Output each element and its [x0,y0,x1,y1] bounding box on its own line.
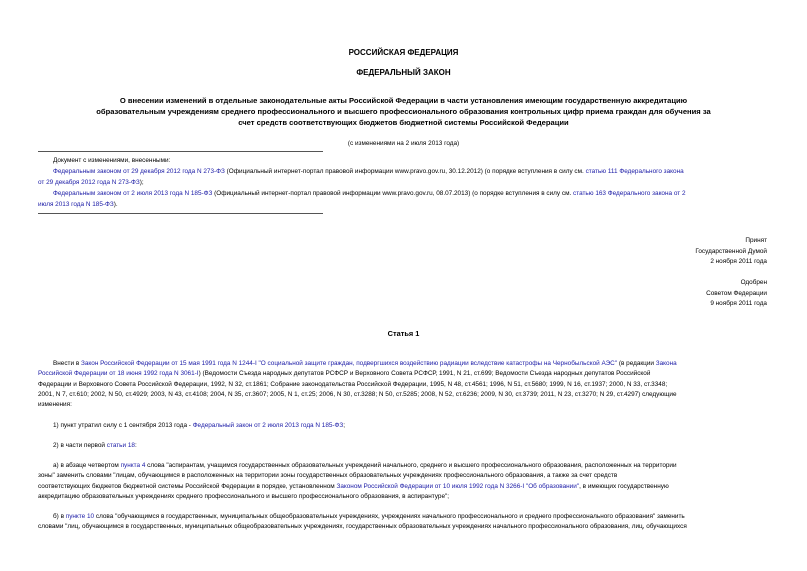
doc-type-heading: ФЕДЕРАЛЬНЫЙ ЗАКОН [356,68,451,77]
change-entry-1-cont [38,177,144,188]
accepted-date: 2 ноября 2011 года [710,258,767,265]
education-law-link[interactable]: Законом Российской Федерации от 10 июля 1992 года N 3266-I "Об образовании" [336,482,580,490]
chernobyl-law-link[interactable]: Закон Российской Федерации от 15 мая 1991 года N 1244-I "О социальной защите граждан, подвергшихся воздействию радиации вследствие катастрофы на Чернобыльской АЭС" [80,360,618,367]
accepted-label: Принят [745,237,767,244]
article-18-link[interactable]: статьи 18 [106,442,135,449]
article-item-1: 1) пункт утратил силу с 1 сентября 2013 года - Федеральный закон от 2 июля 2013 года N 185-ФЗ; [53,422,346,429]
change-entry-2-cont [38,199,118,210]
article-title: Статья 1 [387,329,420,338]
approval-block [706,278,767,310]
article-item-2b: б) в пункте 10 слова "обучающимся в государственных, муниципальных общеобразовательных учреждениях, учреждениях начального профессионального и среднего профессионального образования" заменить словами "лиц, обучающимся в государственных, муниципальных общеобразовательных учреждениях, государственных образовательных учреждениях начального профессионального образования, лиц, обучающихся [38,513,687,531]
change-2-text: (Официальный интернет-портал правовой информации www.pravo.gov.ru, 08.07.2013) (о порядке вступления в силу см. [212,190,574,197]
change-2-end: ). [113,201,118,208]
approved-date: 9 ноября 2011 года [710,300,767,307]
change-1-article-link-cont[interactable]: от 29 декабря 2012 года N 273-ФЗ [38,179,140,186]
divider-bottom [38,213,323,214]
change-2-law-link[interactable]: Федеральным законом от 2 июля 2013 года N 185-ФЗ [53,190,213,197]
law-1992-link-cont[interactable]: Российской Федерации от 18 июня 1992 года N 3061-I [38,370,199,378]
doc-title-line-1: О внесении изменений в отдельные законодательные акты Российской Федерации в части установления имеющим государственную аккредитацию [119,96,688,105]
approved-label: Одобрен [740,279,767,286]
doc-title-line-3: счет средств соответствующих бюджетов бюджетной системы Российской Федерации [238,118,569,127]
accepted-by: Государственной Думой [695,247,767,255]
change-entry-2 [53,188,768,199]
change-1-law-link[interactable]: Федеральным законом от 29 декабря 2012 года N 273-ФЗ [53,168,225,175]
edition-note: (с изменениями на 2 июля 2013 года) [347,140,460,147]
law-1992-link[interactable]: Закона [655,360,677,367]
change-1-article-link[interactable]: статью 111 Федерального закона [585,168,684,175]
article-item-2a: а) в абзаце четвертом пункта 4 слова "аспирантам, учащимся государственных образовательных учреждений начального, среднего и высшего профессионального образования, расположенных на территории зоны" заменить словами "лицам, обучающимся в расположенных на территории зоны государственных образовательных учреждениях профессионального образования, а также за счет средств соответствующих бюджетов бюджетной системы Российской Федерации в порядке, установленном Законом Российской Федерации от 10 июля 1992 года N 3266-I "Об образовании", в имеющих государственную аккредитацию образовательных учреждениях среднего профессионального и высшего профессионального образования, в аспирантуре"; [38,462,677,500]
article-item-2: 2) в части первой статьи 18: [53,442,137,449]
approved-by: Советом Федерации [706,289,767,297]
law-185-link[interactable]: Федеральный закон от 2 июля 2013 года N 185-ФЗ [192,422,344,429]
changes-intro: Документ с изменениями, внесенными: [53,157,171,164]
change-1-end: ); [139,179,144,186]
doc-title-line-2: образовательным учреждениям среднего профессионального и высшего профессионального образования контрольных цифр приема граждан для обучения за [96,107,711,116]
divider-top [38,151,323,152]
point-4-link[interactable]: пункта 4 [120,462,146,469]
change-entry-1 [53,166,768,177]
adoption-block [695,236,767,268]
change-2-article-link[interactable]: статью 163 Федерального закона от 2 [573,190,686,197]
article-paragraph-1: Внести в Закон Российской Федерации от 15 мая 1991 года N 1244-I "О социальной защите граждан, подвергшихся воздействию радиации вследствие катастрофы на Чернобыльской АЭС" (в редакции Закона Российской Федерации от 18 июня 1992 года N 3061-I) (Ведомости Съезда народных депутатов РСФСР и Верховного Совета РСФСР, 1991, N 21, ст.699; Ведомости Съезда народных депутатов Российской Федерации и Верховного Совета Российской Федерации, 1992, N 32, ст.1861; Собрание законодательства Российской Федерации, 1995, N 48, ст.4561; 1996, N 51, ст.5680; 1999, N 16, ст.1937; 2000, N 33, ст.3348; 2001, N 7, ст.610; 2002, N 50, ст.4929; 2003, N 43, ст.4108; 2004, N 35, ст.3607; 2005, N 1, ст.25; 2006, N 30, ст.3288; N 50, ст.5285; 2008, N 52, ст.6236; 2009, N 30, ст.3739; 2011, N 23, ст.3270; N 29, ст.4297) следующие изменения: [38,360,677,409]
country-heading: РОССИЙСКАЯ ФЕДЕРАЦИЯ [348,48,459,57]
change-2-article-link-cont[interactable]: июля 2013 года N 185-ФЗ [38,201,114,208]
change-1-text: (Официальный интернет-портал правовой информации www.pravo.gov.ru, 30.12.2012) (о порядке вступления в силу см. [224,168,586,175]
point-10-link[interactable]: пункте 10 [65,513,95,520]
